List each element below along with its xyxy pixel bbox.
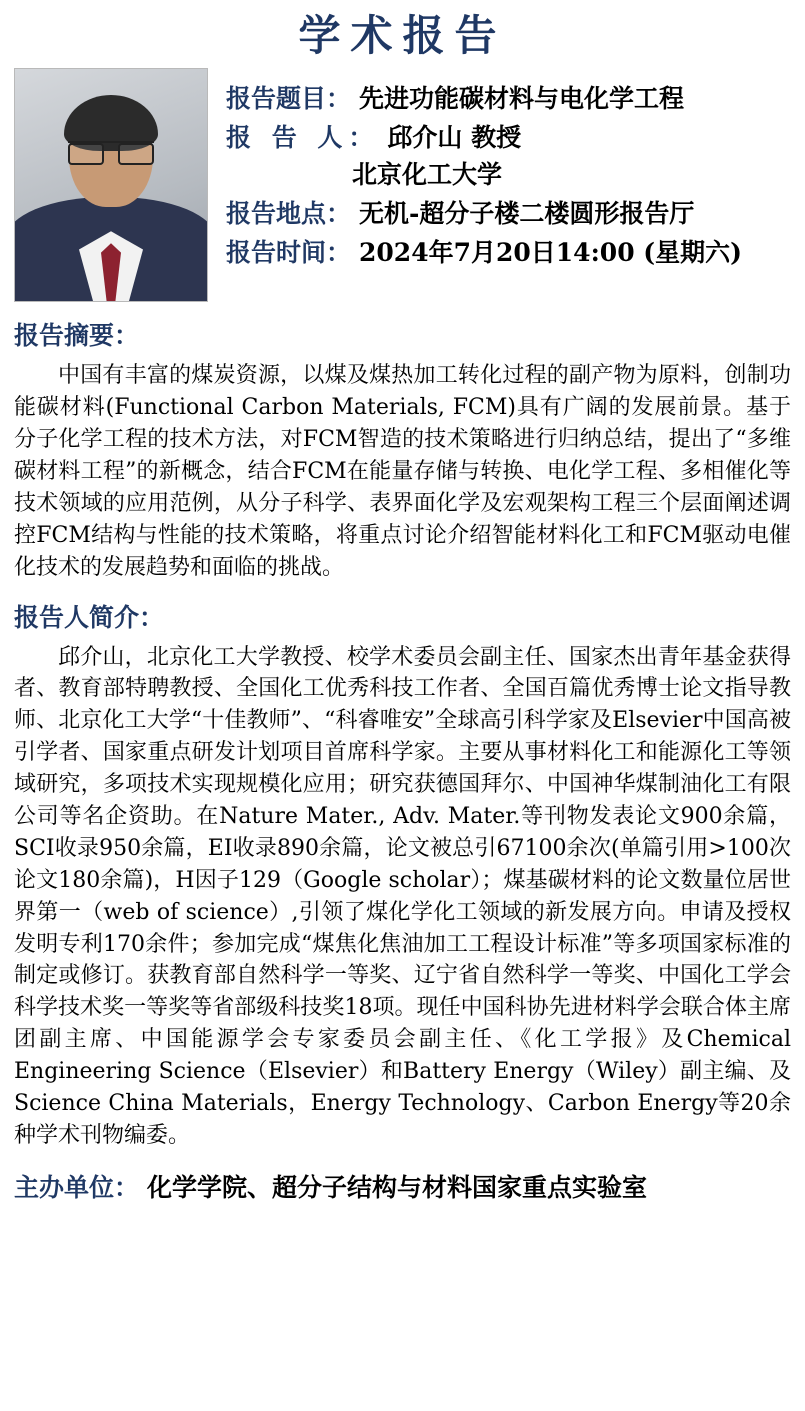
time-value: 2024年7月20日14:00 (星期六)	[359, 238, 742, 268]
abstract-section	[14, 316, 791, 583]
lecture-details	[226, 68, 791, 277]
header-block	[14, 68, 791, 302]
time-label: 报告时间：	[226, 238, 352, 268]
detail-row-speaker	[226, 123, 791, 153]
page-title: 学术报告	[298, 11, 507, 60]
abstract-heading: 报告摘要：	[14, 321, 140, 351]
detail-row-affiliation	[344, 160, 791, 190]
detail-row-topic	[226, 84, 791, 114]
speaker-label: 报 告 人：	[226, 123, 380, 153]
organizer-label: 主办单位：	[14, 1172, 140, 1202]
poster-page	[0, 12, 805, 1411]
affiliation-value: 北京化工大学	[352, 160, 503, 190]
detail-row-time	[226, 238, 791, 268]
portrait-glasses	[68, 141, 154, 163]
topic-label: 报告题目：	[226, 84, 352, 114]
abstract-text: 中国有丰富的煤炭资源，以煤及煤热加工转化过程的副产物为原料，创制功能碳材料(Functional Carbon Materials, FCM)具有广阔的发展前景。基于分子化学工程的技术方法，对FCM智造的技术策略进行归纳总结，提出了“多维碳材料工程”的新概念，结合FCM在能量存储与转换、电化学工程、多相催化等技术领域的应用范例，从分子科学、表界面化学及宏观架构工程三个层面阐述调控FCM结构与性能的技术策略，将重点讨论介绍智能材料化工和FCM驱动电催化技术的发展趋势和面临的挑战。	[14, 363, 791, 580]
biography-section	[14, 598, 791, 1152]
place-label: 报告地点：	[226, 199, 352, 229]
detail-row-place	[226, 199, 791, 229]
speaker-portrait-image	[14, 68, 208, 302]
place-value: 无机-超分子楼二楼圆形报告厅	[359, 199, 695, 229]
organizer-row	[14, 1168, 791, 1204]
organizer-value: 化学学院、超分子结构与材料国家重点实验室	[147, 1172, 648, 1202]
speaker-value: 邱介山 教授	[387, 123, 522, 153]
biography-text: 邱介山，北京化工大学教授、校学术委员会副主任、国家杰出青年基金获得者、教育部特聘教授、全国化工优秀科技工作者、全国百篇优秀博士论文指导教师、北京化工大学“十佳教师”、“科睿唯安”全球高引科学家及Elsevier中国高被引学者、国家重点研发计划项目首席科学家。主要从事材料化工和能源化工等领域研究，多项技术实现规模化应用；研究获德国拜尔、中国神华煤制油化工有限公司等名企资助。在Nature Mater., Adv. Mater.等刊物发表论文900余篇，SCI收录950余篇，EI收录890余篇，论文被总引67100余次(单篇引用>100次论文180余篇)，H因子129（Google scholar）；煤基碳材料的论文数量位居世界第一（web of science）,引领了煤化学化工领域的新发展方向。申请及授权发明专利170余件；参加完成“煤焦化焦油加工工程设计标准”等多项国家标准的制定或修订。获教育部自然科学一等奖、辽宁省自然科学一等奖、中国化工学会科学技术奖一等奖等省部级科技奖18项。现任中国科协先进材料学会联合体主席团副主席、中国能源学会专家委员会副主任、《化工学报》及Chemical Engineering Science（Elsevier）和Battery Energy（Wiley）副主编、及Science China Materials，Energy Technology、Carbon Energy等20余种学术刊物编委。	[14, 644, 791, 1148]
biography-heading: 报告人简介：	[14, 602, 165, 632]
topic-value: 先进功能碳材料与电化学工程	[359, 84, 685, 114]
